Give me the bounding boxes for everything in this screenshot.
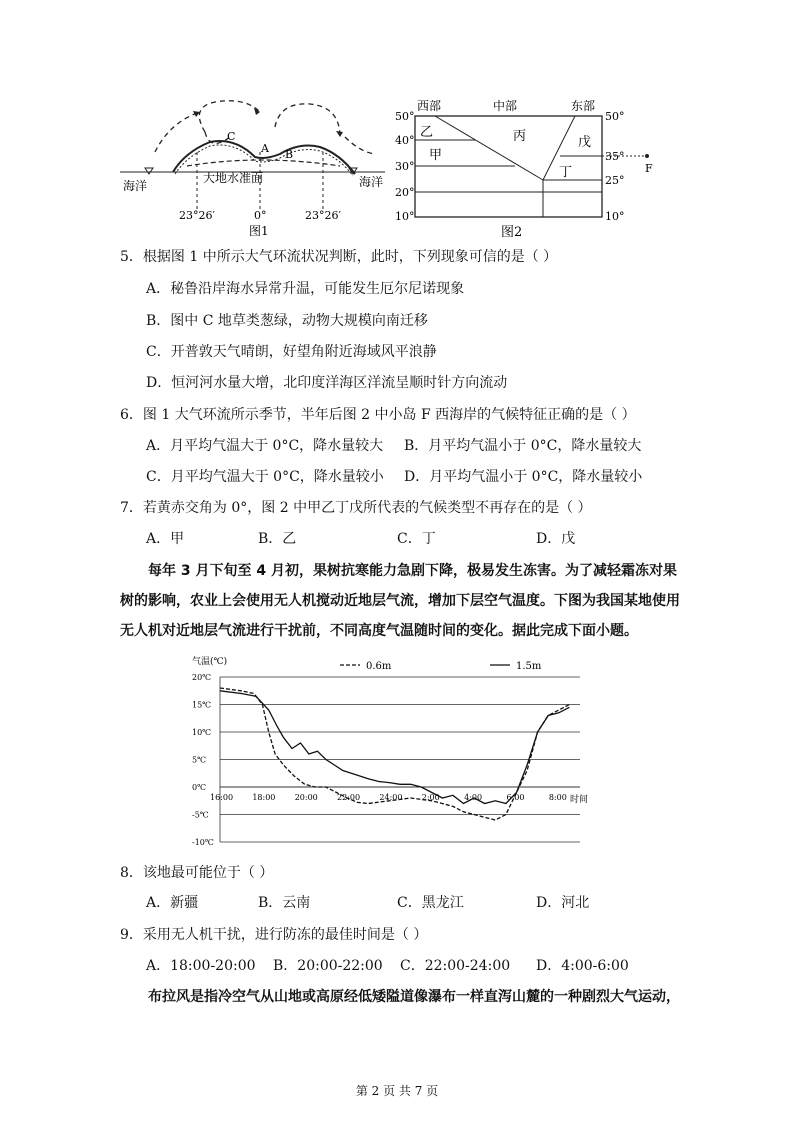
- question-8-option-d[interactable]: D．河北: [536, 895, 590, 911]
- question-5-option-d[interactable]: D．恒河河水量大增，北印度洋海区洋流呈顺时针方向流动: [146, 375, 508, 391]
- figure-1: [115, 92, 395, 240]
- passage-frost: 每年 3 月下旬至 4 月初，果树抗寒能力急剧下降，极易发生冻害。为了减轻霜冻对果树的影响，农业上会使用无人机搅动近地层气流，增加下层空气温度。下图为我国某地使用无人机对近地层气流进行干扰前，不同高度气温随时间的变化。据此完成下面小题。: [120, 563, 680, 639]
- temperature-chart: [190, 652, 590, 848]
- question-7-stem: 7．若黄赤交角为 0°，图 2 中甲乙丁戊所代表的气候类型不再存在的是（ ）: [120, 500, 592, 516]
- chart-ylabel: 气温(℃): [192, 657, 228, 667]
- x-tick-8: 8:00: [548, 793, 567, 802]
- question-5-option-b[interactable]: B．图中 C 地草类葱绿，动物大规模向南迁移: [146, 313, 428, 329]
- question-7-option-c[interactable]: C．丁: [397, 531, 436, 547]
- question-6-option-a[interactable]: A．月平均气温大于 0°C，降水量较大: [146, 438, 384, 454]
- x-tick-1: 18:00: [252, 793, 276, 802]
- x-tick-0: 16:00: [210, 793, 234, 802]
- question-7-option-a[interactable]: A．甲: [146, 531, 185, 547]
- fig2-right-tick-50: 50°: [605, 110, 625, 123]
- x-tick-5: 2:00: [421, 793, 440, 802]
- x-tick-3: 22:00: [337, 793, 361, 802]
- question-6-option-b[interactable]: B．月平均气温小于 0°C，降水量较大: [404, 438, 642, 454]
- question-8-option-b[interactable]: B．云南: [258, 895, 311, 911]
- question-9-option-c[interactable]: C．22:00-24:00: [400, 958, 511, 974]
- x-tick-4: 24:00: [379, 793, 403, 802]
- fig2-left-tick-30: 30°: [395, 160, 415, 173]
- fig2-middle: 中部: [493, 99, 518, 113]
- fig1-ocean-right: 海洋: [359, 175, 384, 189]
- fig2-caption: 图2: [501, 225, 523, 240]
- x-tick-2: 20:00: [294, 793, 318, 802]
- question-6-option-d[interactable]: D．月平均气温小于 0°C，降水量较小: [404, 469, 643, 485]
- x-tick-7: 6:00: [506, 793, 525, 802]
- question-8-option-a[interactable]: A．新疆: [146, 895, 199, 911]
- x-tick-6: 4:00: [464, 793, 483, 802]
- question-9-option-a[interactable]: A．18:00-20:00: [146, 958, 256, 974]
- fig2-region-yi: 乙: [420, 125, 434, 140]
- fig2-east: 东部: [571, 99, 596, 113]
- question-6-stem: 6．图 1 大气环流所示季节，半年后图 2 中小岛 F 西海岸的气候特征正确的是（ ）: [120, 407, 636, 423]
- question-8-option-c[interactable]: C．黑龙江: [397, 895, 464, 911]
- question-7-option-d[interactable]: D．戊: [536, 531, 576, 547]
- fig1-lat-center: 0°: [254, 209, 267, 222]
- question-5-stem: 5．根据图 1 中所示大气环流状况判断，此时，下列现象可信的是（ ）: [120, 249, 558, 265]
- page-footer: 第 2 页 共 7 页: [355, 1084, 439, 1098]
- fig2-left-tick-40: 40°: [395, 134, 415, 147]
- fig2-right-tick-10: 10°: [605, 210, 625, 223]
- fig2-left-tick-10: 10°: [395, 210, 415, 223]
- fig1-label-b: B: [285, 148, 294, 161]
- question-7-option-b[interactable]: B．乙: [258, 531, 297, 547]
- fig2-right-tick-25: 25°: [605, 174, 625, 187]
- legend-1.5m: 1.5m: [516, 661, 542, 672]
- fig1-ground-water: 大地水准面: [203, 171, 264, 185]
- fig1-label-c: C: [227, 130, 236, 143]
- fig1-caption: 图1: [249, 224, 269, 238]
- fig2-region-ding: 丁: [559, 165, 573, 180]
- question-5-option-a[interactable]: A．秘鲁沿岸海水异常升温，可能发生厄尔尼诺现象: [146, 281, 465, 297]
- question-9-option-b[interactable]: B．20:00-22:00: [273, 958, 383, 974]
- legend-0.6m: 0.6m: [366, 661, 392, 672]
- y-tick-1: 15℃: [192, 700, 212, 710]
- fig1-lat-right: 23°26′: [305, 209, 341, 222]
- y-tick-0: 20℃: [192, 673, 212, 682]
- fig2-region-bing: 丙: [513, 129, 527, 144]
- passage-bora-wind: 布拉风是指冷空气从山地或高原经低矮隘道像瀑布一样直泻山麓的一种剧烈大气运动，: [148, 989, 680, 1005]
- question-5-option-c[interactable]: C．开普敦天气晴朗，好望角附近海域风平浪静: [146, 344, 437, 360]
- y-tick-6: -10℃: [192, 838, 214, 847]
- fig2-west: 西部: [417, 99, 442, 113]
- question-6-option-c[interactable]: C．月平均气温大于 0°C，降水量较小: [146, 469, 384, 485]
- fig2-left-tick-50: 50°: [395, 110, 415, 123]
- fig1-lat-left: 23°26′: [179, 209, 215, 222]
- y-tick-4: 0℃: [192, 783, 207, 792]
- chart-xlabel: 时间: [570, 795, 589, 805]
- fig2-region-jia: 甲: [429, 148, 443, 163]
- question-9-stem: 9．采用无人机干扰，进行防冻的最佳时间是（ ）: [120, 927, 428, 943]
- question-8-stem: 8．该地最可能位于（ ）: [120, 865, 274, 881]
- fig2-region-wu: 戊: [578, 135, 592, 150]
- fig2-point-f: F: [645, 162, 653, 175]
- fig1-ocean-left: 海洋: [123, 179, 148, 193]
- y-tick-5: -5℃: [192, 810, 209, 820]
- fig2-left-tick-20: 20°: [395, 186, 415, 199]
- question-9-option-d[interactable]: D．4:00-6:00: [536, 958, 629, 974]
- fig1-label-a: A: [261, 142, 269, 155]
- y-tick-2: 10℃: [192, 728, 212, 737]
- y-tick-3: 5℃: [192, 755, 207, 765]
- figure-2: [395, 96, 665, 240]
- fig2-right-tick-35: 35°: [605, 150, 625, 163]
